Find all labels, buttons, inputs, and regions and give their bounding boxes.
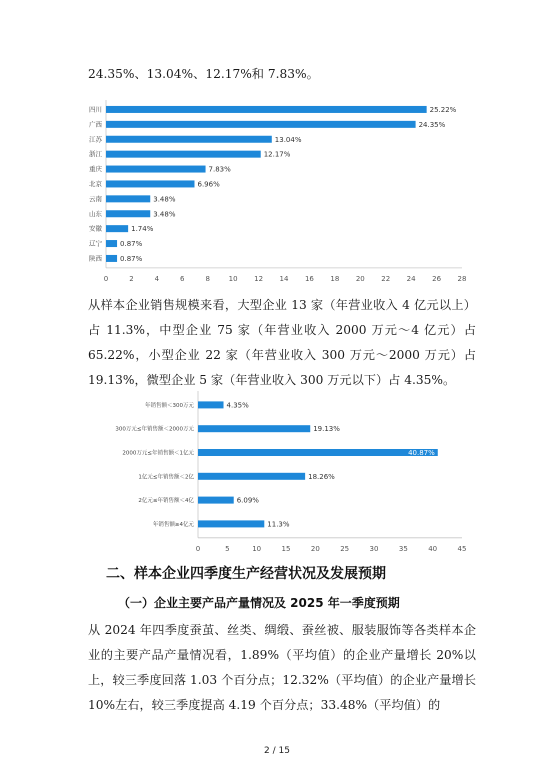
chart1-category-label: 云南 xyxy=(89,194,102,203)
chart1-data-label: 7.83% xyxy=(208,165,231,174)
chart2-tick-label: 20 xyxy=(310,544,320,553)
chart1-tick-label: 12 xyxy=(254,274,264,283)
chart1-tick-label: 8 xyxy=(205,274,210,283)
chart2-tick-label: 25 xyxy=(340,544,350,553)
chart1-category-label: 山东 xyxy=(89,209,102,218)
chart2-category-label: 2亿元≤年销售额＜4亿 xyxy=(138,498,194,505)
chart2-category-label: 年销售额＜300万元 xyxy=(145,402,194,409)
chart1-bar xyxy=(106,166,206,173)
chart1-tick-label: 20 xyxy=(355,274,365,283)
chart1-data-label: 0.87% xyxy=(120,254,143,263)
chart2-tick-label: 35 xyxy=(398,544,408,553)
chart1-bar xyxy=(106,225,128,232)
paragraph-output: 从 2024 年四季度蚕茧、丝类、绸缎、蚕丝被、服装服饰等各类样本企业的主要产品产量情况看，1.89%（平均值）的企业产量增长 20%以上，较三季度回落 1.03 个百分点；12.32%（平均值）的企业产量增长 10%左右，较三季度提高 4.19 个百分点；33.48%（平均值）的 xyxy=(88,623,476,712)
chart1-category-label: 浙江 xyxy=(89,150,102,159)
chart2-data-label: 18.26% xyxy=(308,472,335,481)
chart2-tick-label: 10 xyxy=(252,544,262,553)
chart2-tick-label: 15 xyxy=(281,544,291,553)
chart1-bar xyxy=(106,240,117,247)
chart1-data-label: 24.35% xyxy=(418,120,446,129)
chart1-data-label: 25.22% xyxy=(429,105,457,114)
chart2-data-label: 6.09% xyxy=(236,496,259,505)
chart1-category-label: 四川 xyxy=(89,105,102,114)
chart2-bar xyxy=(198,473,305,480)
intro-line: 24.35%、13.04%、12.17%和 7.83%。 xyxy=(88,67,319,81)
chart1-data-label: 0.87% xyxy=(120,240,143,249)
chart2-category-label: 1亿元≤年销售额＜2亿 xyxy=(138,474,194,481)
chart2-bar xyxy=(198,425,310,432)
chart1-data-label: 6.96% xyxy=(197,180,220,189)
chart1-tick-label: 4 xyxy=(154,274,160,283)
chart1-bar xyxy=(106,210,150,217)
chart1-bar xyxy=(106,106,427,113)
chart1-tick-label: 22 xyxy=(381,274,391,283)
chart2-data-label: 40.87% xyxy=(408,449,435,457)
chart1-bar xyxy=(106,195,150,202)
chart1-tick-label: 16 xyxy=(304,274,314,283)
chart1-bar xyxy=(106,180,194,187)
chart1-tick-label: 24 xyxy=(406,274,416,283)
chart2-bar xyxy=(198,497,234,504)
chart1-tick-label: 14 xyxy=(279,274,289,283)
chart2-bar xyxy=(198,520,264,527)
chart1-data-label: 13.04% xyxy=(274,135,302,144)
chart1-tick-label: 2 xyxy=(129,274,134,283)
chart1-tick-label: 10 xyxy=(228,274,238,283)
chart2-data-label: 4.35% xyxy=(226,401,249,410)
chart1-bar xyxy=(106,121,416,128)
chart1-data-label: 1.74% xyxy=(131,225,154,234)
chart1-tick-label: 6 xyxy=(180,274,185,283)
chart1-category-label: 重庆 xyxy=(89,165,102,174)
chart1-tick-label: 26 xyxy=(432,274,442,283)
chart2-bar xyxy=(198,449,438,456)
chart1-tick-label: 28 xyxy=(457,274,467,283)
chart1-category-label: 辽宁 xyxy=(89,239,102,248)
paragraph-sales-scale: 从样本企业销售规模来看，大型企业 13 家（年营业收入 4 亿元以上）占 11.3%，中型企业 75 家（年营业收入 2000 万元～4 亿元）占 65.22%，小型企业 22 家（年营业收入 300 万元～2000 万元）占 19.13%，微型企业 5 家（年营业收入 300 万元以下）占 4.35%。 xyxy=(88,298,476,387)
chart2-tick-label: 0 xyxy=(195,544,201,553)
chart1-bar xyxy=(106,255,117,262)
chart1-data-label: 12.17% xyxy=(263,150,291,159)
chart2-category-label: 2000万元≤年销售额＜1亿元 xyxy=(122,450,194,457)
chart1-bar xyxy=(106,151,261,158)
province-distribution-chart xyxy=(88,96,476,286)
chart2-data-label: 11.3% xyxy=(267,520,290,529)
chart2-category-label: 年销售额≥4亿元 xyxy=(152,521,194,528)
section-heading: 二、样本企业四季度生产经营状况及发展预期 xyxy=(106,566,386,582)
chart1-category-label: 广西 xyxy=(89,120,102,129)
page-number: 2 / 15 xyxy=(264,746,290,756)
chart1-category-label: 江苏 xyxy=(89,135,102,144)
chart1-tick-label: 18 xyxy=(330,274,340,283)
chart1-category-label: 北京 xyxy=(89,179,102,188)
chart1-data-label: 3.48% xyxy=(153,195,176,204)
chart1-data-label: 3.48% xyxy=(153,210,176,219)
chart2-tick-label: 30 xyxy=(369,544,379,553)
chart2-tick-label: 5 xyxy=(225,544,230,553)
chart1-category-label: 陕西 xyxy=(89,254,102,263)
subsection-heading: （一）企业主要产品产量情况及 2025 年一季度预期 xyxy=(118,596,400,610)
chart1-bar xyxy=(106,136,272,143)
sales-scale-chart xyxy=(88,388,476,553)
chart2-tick-label: 40 xyxy=(428,544,438,553)
chart1-category-label: 安徽 xyxy=(89,224,102,233)
chart2-bar xyxy=(198,401,224,408)
chart2-category-label: 300万元≤年销售额＜2000万元 xyxy=(115,426,194,433)
chart2-data-label: 19.13% xyxy=(313,425,340,434)
chart2-tick-label: 45 xyxy=(457,544,467,553)
chart1-tick-label: 0 xyxy=(103,274,109,283)
